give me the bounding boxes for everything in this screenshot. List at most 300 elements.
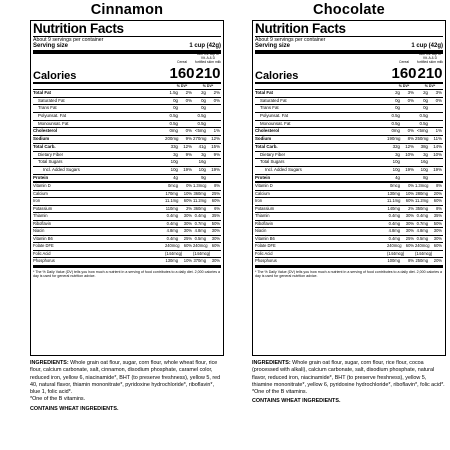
vitamin-amount-with-milk: 0.7mg [194,220,206,226]
nutrient-row [33,167,221,175]
vitamin-dv-cereal: 10% [183,258,192,264]
nutrient-name: Trans Fat [38,105,57,111]
dv-cereal [179,159,193,166]
amount-cereal: 0mg [169,128,178,134]
amount-with-milk: 10g [420,166,428,172]
amount-with-milk: 270mg [193,136,207,142]
vitamin-row [33,251,221,259]
vitamin-row [255,191,443,199]
dv-header-cereal: % DV* [398,84,410,88]
vitamin-name: Thiamin [255,213,270,219]
nutrient-row [33,98,221,106]
vitamin-amount-cereal: 170mg [165,190,178,196]
vitamin-dv-cereal [179,251,193,258]
vitamin-amount-cereal: 0.4mg [166,213,178,219]
vitamin-dv-cereal: 60% [405,243,414,249]
vitamin-dv-with-milk: 30% [211,235,220,241]
with-milk-column-header: with 1/2 cup of Vit. A & D fortified skim milk [417,52,443,64]
dv-cereal: 12% [405,143,414,149]
amount-cereal: 0.5g [169,120,178,126]
serving-size-label: Serving size [255,43,291,49]
nutrition-facts-panel [30,20,224,356]
vitamin-amount-cereal: 110mg [165,205,178,211]
nutrient-name: Total Carb. [33,143,56,149]
amount-with-milk: 0.5g [197,113,206,119]
vitamin-dv-with-milk: 8% [214,183,220,189]
vitamin-amount-with-milk: 0.4mg [416,213,428,219]
amount-with-milk: 16g [198,159,206,165]
vitamin-amount-with-milk: 360mg [193,190,206,196]
nutrient-name: Sodium [255,136,272,142]
dv-cereal [401,113,415,120]
nutrient-row [33,128,221,136]
calories-label: Calories [255,70,299,82]
dv-with-milk [429,113,443,120]
vitamin-name: Iron [255,198,263,204]
vitamin-dv-with-milk: 6% [214,205,220,211]
ingredients-text: Whole grain oat flour, sugar, corn flour, rice flour, cocoa (processed with alkali), calcium carbonate, salt, disodium phosphate, natural flavor, reduced iron, niacinamide*, BHT (to preserve freshness), yellow 5, thiamine mononitrate*, yellow 6, pyridoxine hydrochloride*, riboflavin*, folic acid*. [252,360,445,388]
vitamin-name: Vitamin D [33,183,51,189]
amount-cereal: 10g [392,166,400,172]
nutrient-row [33,113,221,121]
vitamin-amount-with-milk: (144mcg) [415,250,433,256]
vitamin-name: Phosphorus [255,258,277,264]
vitamin-row [33,191,221,199]
vitamin-dv-with-milk: 8% [436,183,442,189]
dv-with-milk [429,159,443,166]
nutrient-name: Incl. Added Sugars [43,166,80,172]
dv-with-milk: 3% [435,90,442,95]
vitamin-dv-with-milk: 20% [433,258,442,264]
nutrient-row [255,175,443,184]
vitamin-amount-with-milk: 4.8mg [194,228,206,234]
wheat-allergen-statement: CONTAINS WHEAT INGREDIENTS. [30,405,119,412]
amount-with-milk: 0g [423,105,428,111]
vitamin-dv-with-milk: 30% [433,228,442,234]
vitamin-row [255,183,443,191]
vitamin-amount-with-milk: 0.4mg [194,213,206,219]
amount-with-milk: 250mg [415,136,429,142]
calories-label: Calories [33,70,77,82]
nutrient-row [255,128,443,136]
chocolate-column [252,0,446,406]
serving-size-value: 1 cup (42g) [411,43,443,49]
vitamin-dv-cereal: 25% [405,235,414,241]
nutrient-row [33,152,221,160]
ingredients-block [30,356,226,413]
vitamin-rows [33,183,221,268]
vitamin-amount-with-milk: 280mg [415,190,428,196]
dv-with-milk [207,121,221,128]
amount-cereal: 10g [392,159,400,165]
dv-header-with-milk: % DV* [202,84,214,88]
vitamin-name: Calcium [33,190,48,196]
dv-with-milk: 2% [213,90,220,95]
dv-with-milk [429,105,443,112]
amount-cereal: 1.5g [169,90,178,95]
dv-with-milk: 14% [433,143,442,149]
vitamin-amount-with-milk: 0.5mg [194,235,206,241]
vitamin-row [33,228,221,236]
dv-cereal: 3% [407,90,414,95]
nutrient-name: Cholesterol [255,128,280,134]
nutrient-name: Saturated Fat [260,97,287,103]
vitamin-dv-with-milk: 30% [211,258,220,264]
vitamin-amount-cereal: 0.4mg [388,220,400,226]
with-milk-column-header: with 1/2 cup of Vit. A & D fortified skim milk [195,52,221,64]
nutrient-row [33,175,221,184]
amount-cereal: 10g [170,159,178,165]
nutrient-rows [33,90,221,183]
nutrient-row [255,159,443,167]
vitamin-dv-cereal: 30% [183,213,192,219]
ingredients-text: Whole grain oat flour, sugar, corn flour, whole wheat flour, rice flour, calcium carbonate, salt, cinnamon, disodium phosphate, caramel color, reduced iron, yellow 6, niacinamide*, BHT (to preserve freshness), yellow 5, red 40, natural flavor, thiamin mononitrate*, pyridoxine hydrochloride*, riboflavin*, blue 1, folic acid*. [30,360,221,396]
amount-cereal: 200mg [165,136,179,142]
vitamin-dv-cereal: 8% [408,258,414,264]
vitamin-name: Niacin [33,228,45,234]
amount-cereal: 0.5g [169,113,178,119]
amount-cereal: 0g [173,105,178,111]
vitamin-name: Vitamin D [255,183,273,189]
vitamin-amount-cereal: 100mg [387,258,400,264]
nutrient-row [33,136,221,144]
vitamin-amount-cereal: 11.1mg [165,198,179,204]
amount-with-milk: <5mg [416,128,428,134]
column-headers [255,54,443,64]
vitamin-row [255,236,443,244]
vitamin-name: Vitamin B6 [255,235,275,241]
daily-value-footnote: * The % Daily Value (DV) tells you how much a nutrient in a serving of food contributes to a daily diet. 2,000 calories a day is used for general nutrition advice. [33,269,221,279]
vitamin-amount-cereal: 4.8mg [166,228,178,234]
nutrient-name: Monounsat. Fat [260,120,291,126]
dv-with-milk [429,121,443,128]
nutrient-name: Dietary Fiber [38,151,64,157]
calories-row [33,64,221,84]
vitamin-dv-cereal: 2% [186,205,192,211]
vitamin-dv-cereal: 60% [183,198,192,204]
daily-value-footnote: * The % Daily Value (DV) tells you how much a nutrient in a serving of food contributes to a daily diet. 2,000 calories a day is used for general nutrition advice. [255,269,443,279]
nutrient-row [255,98,443,106]
vitamin-row [33,236,221,244]
vitamin-dv-with-milk: 50% [211,220,220,226]
vitamin-name: Vitamin B6 [33,235,53,241]
vitamin-dv-with-milk: 60% [211,198,220,204]
nutrient-name: Polyunsat. Fat [38,113,67,119]
vitamin-row [255,228,443,236]
vitamin-name: Potassium [33,205,53,211]
vitamin-name: Potassium [255,205,275,211]
nutrient-name: Dietary Fiber [260,151,286,157]
vitamin-dv-with-milk: 30% [211,228,220,234]
vitamin-row [255,243,443,251]
calories-with-milk: 210 [195,65,221,82]
servings-per-container: About 9 servings per container [255,37,326,43]
vitamin-name: Folic Acid [255,250,273,256]
nutrient-row [255,90,443,98]
vitamin-dv-with-milk [429,251,443,258]
vitamin-dv-cereal: 2% [408,205,414,211]
dv-with-milk: 15% [211,143,220,149]
servings-per-container: About 9 servings per container [33,37,104,43]
nutrient-rows [255,90,443,183]
nutrient-row [255,113,443,121]
vitamin-amount-with-milk: (144mcg) [193,250,211,256]
calories-with-milk: 210 [417,65,443,82]
nutrient-name: Monounsat. Fat [38,120,69,126]
vitamin-row [33,258,221,266]
dv-cereal: 0% [407,97,414,103]
cinnamon-column [30,0,224,413]
dv-cereal [401,121,415,128]
serving-size-label: Serving size [33,43,69,49]
amount-with-milk: <5mg [194,128,206,134]
dv-cereal [401,105,415,112]
b-vitamins-note: *One of the B vitamins. [30,396,86,403]
vitamin-amount-cereal: 11.1mg [387,198,401,204]
vitamin-dv-with-milk: 25% [211,190,220,196]
vitamin-amount-with-milk: 1.3mcg [415,183,429,189]
vitamin-amount-cereal: (144mcg) [165,250,183,256]
nutrient-name: Protein [33,174,49,180]
vitamin-amount-with-milk: 1.3mcg [193,183,207,189]
amount-cereal: 3g [173,151,178,157]
vitamin-row [255,258,443,266]
vitamin-row [255,206,443,214]
vitamin-dv-with-milk: 30% [433,235,442,241]
amount-with-milk: 16g [420,159,428,165]
amount-with-milk: 0g [201,105,206,111]
amount-cereal: 0mg [391,128,400,134]
vitamin-name: Niacin [255,228,267,234]
vitamin-dv-cereal [401,251,415,258]
vitamin-row [33,221,221,229]
dv-with-milk: 11% [433,136,442,142]
amount-cereal: 0.5g [391,120,400,126]
vitamin-amount-with-milk: 350mg [415,205,428,211]
nutrient-row [255,144,443,152]
serving-size-row [33,43,221,54]
vitamin-amount-with-milk: 11.2mg [193,198,207,204]
calories-row [255,64,443,84]
dv-with-milk: 0% [213,97,220,103]
column-headers [33,54,221,64]
vitamin-dv-with-milk: 60% [211,243,220,249]
dv-with-milk [207,175,221,182]
vitamin-row [255,198,443,206]
amount-with-milk: 2g [423,90,428,95]
vitamin-row [33,206,221,214]
vitamin-amount-with-milk: 240mcg [193,243,208,249]
vitamin-dv-cereal: 30% [405,213,414,219]
amount-cereal: 32g [392,143,400,149]
nutrition-facts-panel [252,20,446,356]
flavor-title: Chocolate [313,2,385,18]
b-vitamins-note: *One of the B vitamins. [252,389,308,396]
dv-with-milk: 1% [435,128,442,134]
amount-cereal: 0g [173,97,178,103]
vitamin-name: Calcium [255,190,270,196]
vitamin-amount-cereal: 130mg [165,258,178,264]
amount-with-milk: 0g [423,97,428,103]
vitamin-dv-cereal: 30% [183,220,192,226]
nutrient-name: Cholesterol [33,128,58,134]
amount-cereal: 3g [395,151,400,157]
amount-cereal: 4g [173,174,178,180]
amount-with-milk: 2g [201,90,206,95]
vitamin-dv-with-milk: 60% [433,243,442,249]
cereal-column-header: Cereal [399,60,409,64]
vitamin-amount-with-milk: 4.8mg [416,228,428,234]
amount-cereal: 10g [170,166,178,172]
vitamin-dv-with-milk: 20% [433,190,442,196]
amount-cereal: 0g [395,105,400,111]
vitamin-dv-cereal: 0% [408,183,414,189]
nutrient-name: Sodium [33,136,50,142]
dv-cereal: 10% [405,151,414,157]
vitamin-amount-with-milk: 250mg [415,258,428,264]
dv-with-milk: 9% [213,151,220,157]
nutrient-row [33,159,221,167]
vitamin-amount-cereal: 0mcg [389,183,400,189]
amount-cereal: 2g [395,90,400,95]
vitamin-amount-cereal: 130mg [387,190,400,196]
vitamin-dv-cereal: 30% [183,228,192,234]
amount-with-milk: 0.5g [419,120,428,126]
vitamin-dv-cereal: 60% [183,243,192,249]
dv-cereal [401,175,415,182]
nutrient-row [33,90,221,98]
amount-with-milk: 10g [198,166,206,172]
dv-with-milk [207,113,221,120]
vitamin-dv-with-milk: 60% [433,198,442,204]
vitamin-row [255,213,443,221]
vitamin-dv-with-milk: 35% [433,213,442,219]
nutrient-name: Total Sugars [260,159,285,165]
nutrient-row [255,105,443,113]
amount-cereal: 33g [170,143,178,149]
vitamin-amount-with-milk: 0.7mg [416,220,428,226]
wheat-allergen-statement: CONTAINS WHEAT INGREDIENTS. [252,398,341,405]
vitamin-dv-cereal: 30% [405,228,414,234]
amount-cereal: 0.5g [391,113,400,119]
vitamin-name: Thiamin [33,213,48,219]
vitamin-name: Iron [33,198,41,204]
vitamin-dv-cereal: 60% [405,198,414,204]
vitamin-amount-cereal: 0mcg [167,183,178,189]
nutrient-name: Incl. Added Sugars [265,166,302,172]
vitamin-dv-cereal: 25% [183,235,192,241]
vitamin-amount-with-milk: 0.5mg [416,235,428,241]
dv-cereal: 0% [185,128,192,134]
dv-cereal: 0% [407,128,414,134]
nutrient-name: Protein [255,174,271,180]
dv-header-cereal: % DV* [176,84,188,88]
nutrient-name: Saturated Fat [38,97,65,103]
nutrient-name: Total Fat [33,90,51,95]
amount-cereal: 190mg [387,136,401,142]
vitamin-amount-cereal: 4.8mg [388,228,400,234]
vitamin-row [255,221,443,229]
serving-size-value: 1 cup (42g) [189,43,221,49]
dv-with-milk: 10% [433,151,442,157]
nutrient-name: Total Carb. [255,143,278,149]
ingredients-block [252,356,448,406]
vitamin-name: Folic Acid [33,250,51,256]
vitamin-name: Riboflavin [255,220,273,226]
dv-header-with-milk: % DV* [424,84,436,88]
vitamin-amount-cereal: 140mg [387,205,400,211]
vitamin-name: Folate DFE [255,243,276,249]
cereal-column-header: Cereal [177,60,187,64]
dv-cereal [179,113,193,120]
vitamin-amount-cereal: (144mcg) [387,250,405,256]
dv-cereal: 19% [405,166,414,172]
vitamin-amount-cereal: 0.4mg [388,235,400,241]
amount-with-milk: 41g [198,143,206,149]
vitamin-dv-with-milk: 50% [433,220,442,226]
dv-cereal: 9% [185,151,192,157]
dv-with-milk: 19% [211,166,220,172]
dv-cereal [401,159,415,166]
vitamin-dv-cereal: 10% [405,190,414,196]
vitamin-name: Phosphorus [33,258,55,264]
vitamin-amount-with-milk: 360mg [193,205,206,211]
amount-with-milk: 3g [201,151,206,157]
dv-with-milk [207,159,221,166]
vitamin-amount-with-milk: 240mcg [415,243,430,249]
nutrient-name: Total Fat [255,90,273,95]
dv-cereal: 9% [185,136,192,142]
dv-cereal: 0% [185,97,192,103]
vitamin-amount-cereal: 0.4mg [388,213,400,219]
vitamin-dv-with-milk: 8% [436,205,442,211]
calories-cereal: 160 [169,65,195,82]
nutrient-row [255,167,443,175]
amount-cereal: 4g [395,174,400,180]
nutrient-row [255,121,443,129]
dv-cereal: 2% [185,90,192,95]
ingredients-label: INGREDIENTS: [252,360,291,366]
vitamin-row [33,213,221,221]
nutrient-row [33,121,221,129]
amount-with-milk: 0g [201,97,206,103]
vitamin-dv-with-milk: 35% [211,213,220,219]
dv-with-milk [429,175,443,182]
dv-cereal: 8% [407,136,414,142]
vitamin-name: Riboflavin [33,220,51,226]
vitamin-amount-cereal: 240mcg [165,243,180,249]
calories-cereal: 160 [391,65,417,82]
dv-cereal [179,121,193,128]
vitamin-amount-cereal: 0.4mg [166,235,178,241]
nutrient-name: Trans Fat [260,105,279,111]
vitamin-dv-cereal: 30% [405,220,414,226]
amount-with-milk: 3g [423,151,428,157]
amount-with-milk: 38g [420,143,428,149]
vitamin-row [33,243,221,251]
amount-cereal: 0g [395,97,400,103]
flavor-title: Cinnamon [90,2,164,18]
vitamin-amount-with-milk: 370mg [193,258,206,264]
dv-cereal [179,105,193,112]
nutrient-row [33,144,221,152]
vitamin-name: Folate DFE [33,243,54,249]
amount-with-milk: 9g [201,174,206,180]
nutrition-facts-title: Nutrition Facts [33,22,221,37]
amount-with-milk: 8g [423,174,428,180]
dv-with-milk: 12% [211,136,220,142]
nutrient-name: Total Sugars [38,159,63,165]
